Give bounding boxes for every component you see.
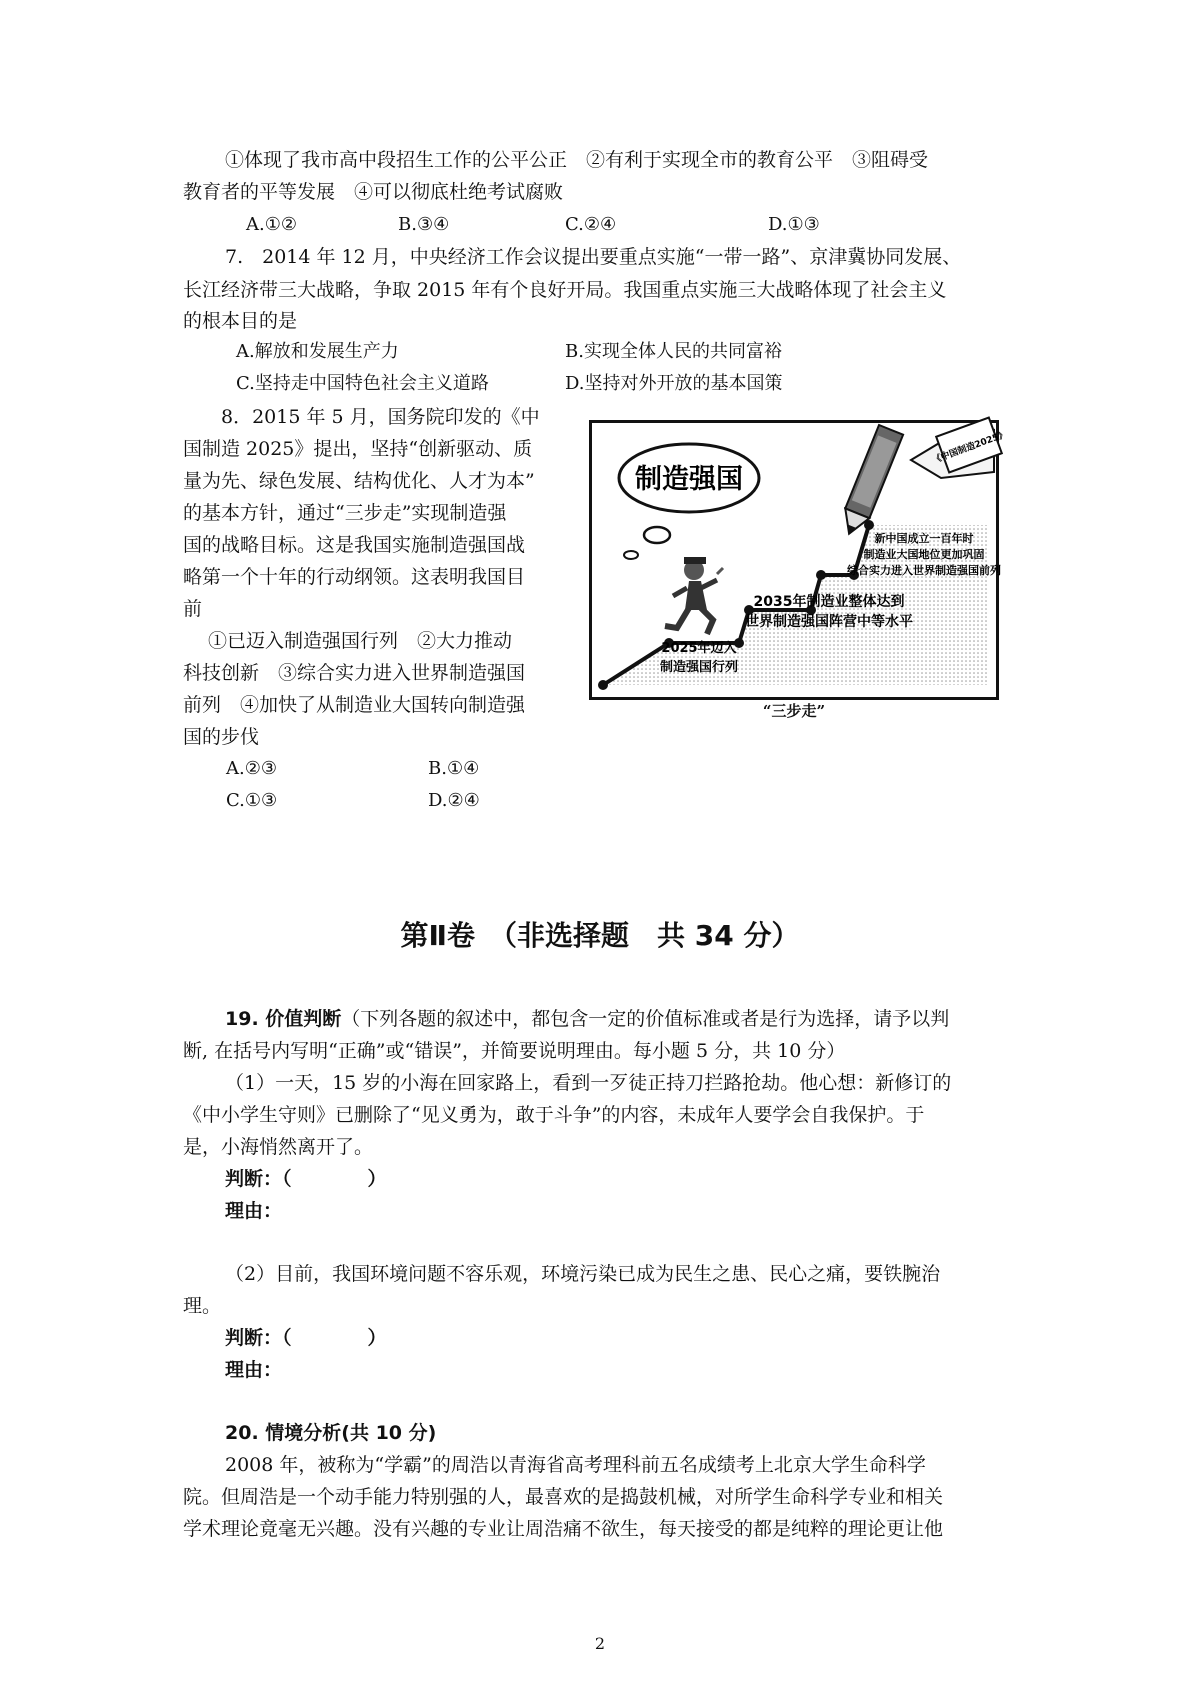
- q8-line: 前列 ④加快了从制造业大国转向制造强: [183, 694, 526, 716]
- q7-line3: 的根本目的是: [183, 310, 298, 332]
- q6-option-c: C.②④: [565, 214, 617, 235]
- q7-option-d: D.坚持对外开放的基本国策: [565, 373, 783, 394]
- q8-line: 的基本方针，通过“三步走”实现制造强: [183, 502, 507, 524]
- three-step-svg: [589, 420, 1009, 700]
- q8-line: 量为先、绿色发展、结构优化、人才为本”: [183, 470, 535, 492]
- step3-line1: 新中国成立一百年时: [874, 532, 974, 545]
- step1-line2: 制造强国行列: [659, 660, 739, 675]
- q8-line: 略第一个十年的行动纲领。这表明我国目: [183, 566, 526, 588]
- q8-option-d: D.②④: [428, 790, 480, 811]
- q19-judge-1: 判断：（ ）: [225, 1168, 387, 1190]
- q19-p2-line: （2）目前，我国环境问题不容乐观，环境污染已成为民生之患、民心之痛，要铁腕治: [225, 1263, 941, 1285]
- q8-line: 科技创新 ③综合实力进入世界制造强国: [183, 662, 526, 684]
- q7-option-b: B.实现全体人民的共同富裕: [565, 341, 782, 362]
- q20-line: 2008 年，被称为“学霸”的周浩以青海省高考理科前五名成绩考上北京大学生命科学: [225, 1454, 926, 1476]
- q6-option-d: D.①③: [768, 214, 820, 235]
- page-number: 2: [594, 1634, 606, 1653]
- q7-option-a: A.解放和发展生产力: [236, 341, 399, 362]
- q8-line: ①已迈入制造强国行列 ②大力推动: [208, 630, 513, 652]
- q19-head-label: 19. 价值判断: [225, 1008, 342, 1030]
- step2-line2: 世界制造强国阵营中等水平: [745, 614, 913, 630]
- q8-line: 国的战略目标。这是我国实施制造强国战: [183, 534, 526, 556]
- q20-head: 20. 情境分析(共 10 分): [225, 1422, 437, 1444]
- q6-option-a: A.①②: [246, 214, 297, 235]
- q19-p1-line: 《中小学生守则》已删除了“见义勇为，敢于斗争”的内容，未成年人要学会自我保护。于: [183, 1104, 925, 1126]
- q8-option-c: C.①③: [226, 790, 278, 811]
- q19-head-line2: 断, 在括号内写明“正确”或“错误”，并简要说明理由。每小题 5 分，共 10 分）: [183, 1040, 846, 1062]
- q19-reason-1: 理由：: [225, 1200, 283, 1222]
- q6-option-b: B.③④: [398, 214, 450, 235]
- q19-judge-2: 判断：（ ）: [225, 1327, 387, 1349]
- q19-p2-line: 理。: [183, 1295, 222, 1317]
- q19-p1-line: 是，小海悄然离开了。: [183, 1136, 374, 1158]
- figure-caption: “三步走”: [762, 702, 826, 720]
- q19-p1-line: （1）一天，15 岁的小海在回家路上，看到一歹徒正持刀拦路抢劫。他心想：新修订的: [225, 1072, 952, 1094]
- step3-line3: 综合实力进入世界制造强国前列: [847, 564, 1001, 577]
- q7-option-c: C.坚持走中国特色社会主义道路: [236, 373, 489, 394]
- q20-line: 学术理论竟毫无兴趣。没有兴趣的专业让周浩痛不欲生，每天接受的都是纯粹的理论更让他: [183, 1518, 944, 1540]
- q8-line: 8．2015 年 5 月，国务院印发的《中: [221, 406, 540, 428]
- step1-line1: 2025年迈入: [661, 641, 737, 656]
- q7-line1: 7. 2014 年 12 月，中央经济工作会议提出要重点实施“一带一路”、京津冀协同发展、: [225, 246, 962, 268]
- step3-line2: 制造业大国地位更加巩固: [863, 548, 985, 561]
- q8-option-a: A.②③: [226, 758, 277, 779]
- pen-label: 《中国制造2025》: [931, 429, 1009, 467]
- q19-head: [225, 1007, 949, 1031]
- q7-line2: 长江经济带三大战略，争取 2015 年有个良好开局。我国重点实施三大战略体现了社会主义: [183, 279, 947, 301]
- q19-reason-2: 理由：: [225, 1359, 283, 1381]
- q6-items-line2: 教育者的平等发展 ④可以彻底杜绝考试腐败: [183, 181, 564, 203]
- section-title: 第Ⅱ卷 （非选择题 共 34 分）: [400, 919, 800, 952]
- q8-option-b: B.①④: [428, 758, 480, 779]
- bubble-text: 制造强国: [635, 464, 743, 495]
- q8-line: 国制造 2025》提出，坚持“创新驱动、质: [183, 438, 533, 460]
- q19-head-text: （下列各题的叙述中，都包含一定的价值标准或者是行为选择，请予以判: [341, 1008, 950, 1030]
- three-step-illustration: [589, 420, 1009, 700]
- step2-line1: 2035年制造业整体达到: [753, 594, 905, 610]
- q8-line: 前: [183, 598, 203, 620]
- q8-line: 国的步伐: [183, 726, 260, 748]
- q20-line: 院。但周浩是一个动手能力特别强的人，最喜欢的是捣鼓机械，对所学生命科学专业和相关: [183, 1486, 944, 1508]
- q6-items-line1: ①体现了我市高中段招生工作的公平公正 ②有利于实现全市的教育公平 ③阻碍受: [225, 149, 929, 171]
